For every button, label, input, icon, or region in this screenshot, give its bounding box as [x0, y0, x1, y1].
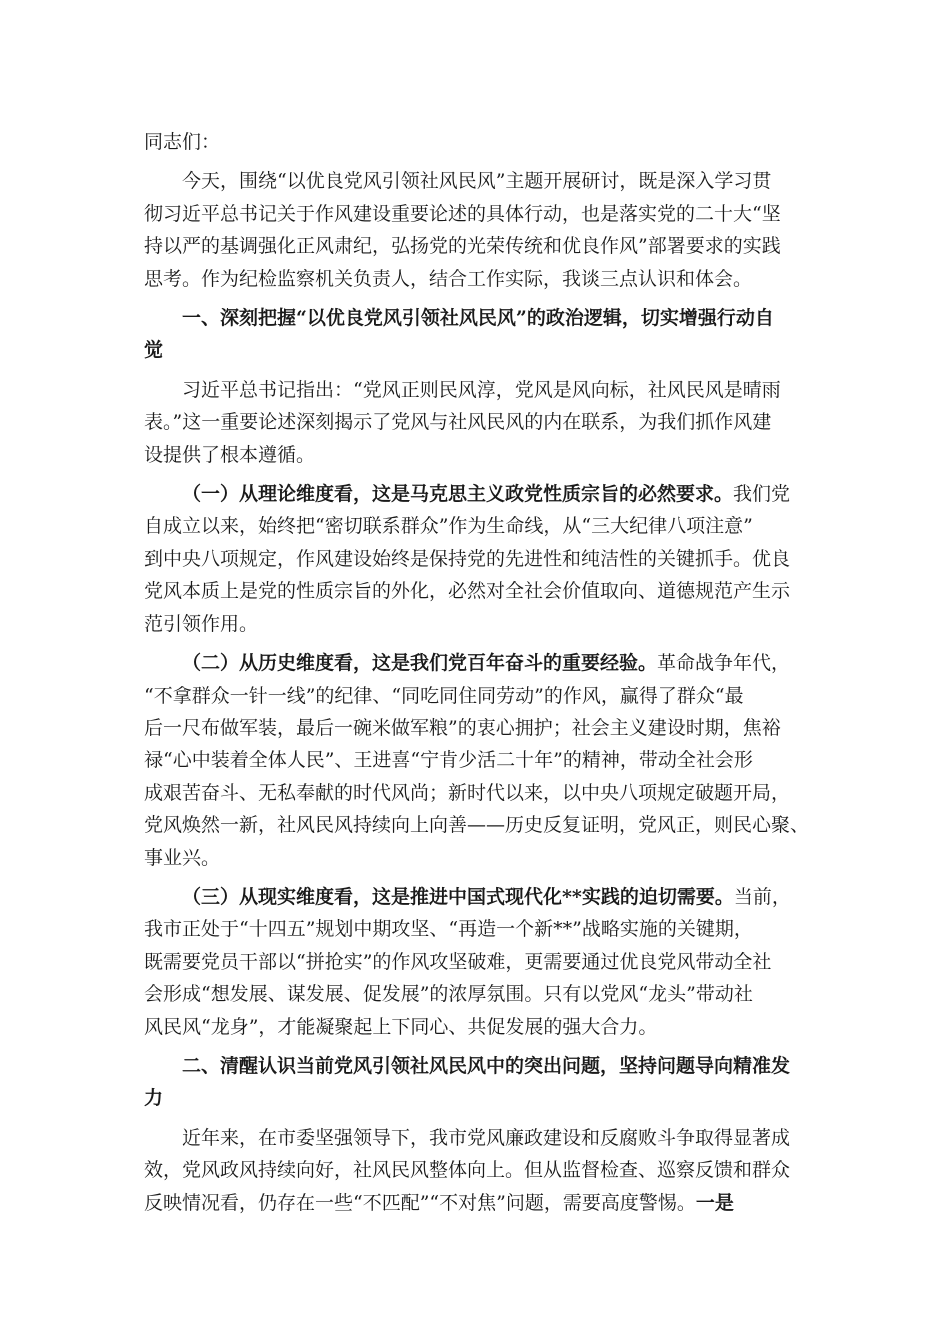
subsection-3-lead: （三）从现实维度看，这是推进中国式现代化**实践的迫切需要。	[182, 885, 734, 908]
document-body	[144, 126, 834, 1226]
quote-paragraph: 习近平总书记指出：“党风正则民风淳，党风是风向标，社风民风是晴雨 表。”这一重要论述深刻揭示了党风与社风民风的内在联系，为我们抓作风建 设提供了根本遵循。	[144, 378, 781, 466]
final-bold-marker: 一是	[695, 1191, 734, 1214]
final-paragraph: 近年来，在市委坚强领导下，我市党风廉政建设和反腐败斗争取得显著成 效，党风政风持续向好，社风民风整体向上。但从监督检查、巡察反馈和群众 反映情况看，仍存在一些“不匹配”“不对焦”问题，需要高度警惕。一是	[144, 1126, 791, 1214]
subsection-3-paragraph: （三）从现实维度看，这是推进中国式现代化**实践的迫切需要。当前， 我市正处于“十四五”规划中期攻坚、“再造一个新**”战略实施的关键期， 既需要党员干部以“拼抢实”的作风攻坚破难，更需要通过优良党风带动全社 会形成“想发展、谋发展、促发展”的浓厚氛围。只有以党风“龙头”带动社 风民风“龙身”，才能凝聚起上下同心、共促发展的强大合力。	[144, 885, 791, 1038]
subsection-1-lead: （一）从理论维度看，这是马克思主义政党性质宗旨的必然要求。	[182, 483, 734, 506]
section-heading-2: 二、清醒认识当前党风引领社风民风中的突出问题，坚持问题导向精准发 力	[144, 1054, 791, 1110]
section-heading-1: 一、深刻把握“以优良党风引领社风民风”的政治逻辑，切实增强行动自 觉	[144, 307, 774, 362]
greeting: 同志们：	[144, 131, 221, 153]
intro-paragraph: 今天，围绕“以优良党风引领社风民风”主题开展研讨，既是深入学习贯 彻习近平总书记关于作风建设重要论述的具体行动，也是落实党的二十大“坚 持以严的基调强化正风肃纪，弘扬党的光荣传统和优良作风”部署要求的实践 思考。作为纪检监察机关负责人，结合工作实际，我谈三点认识和体会。	[144, 170, 781, 290]
subsection-2-paragraph: （二）从历史维度看，这是我们党百年奋斗的重要经验。革命战争年代， “不拿群众一针一线”的纪律、“同吃同住同劳动”的作风，赢得了群众“最 后一尺布做军装，最后一碗米做军粮”的衷心拥护；社会主义建设时期，焦裕 禄“心中装着全体人民”、王进喜“宁肯少活二十年”的精神，带动全社会形 成艰苦奋斗、无私奉献的时代风尚；新时代以来，以中央八项规定破题开局， 党风焕然一新，社风民风持续向上向善——历史反复证明，党风正，则民心聚、 事业兴。	[144, 652, 810, 869]
subsection-2-lead: （二）从历史维度看，这是我们党百年奋斗的重要经验。	[182, 652, 658, 675]
subsection-1-paragraph: （一）从理论维度看，这是马克思主义政党性质宗旨的必然要求。我们党 自成立以来，始终把“密切联系群众”作为生命线，从“三大纪律八项注意” 到中央八项规定，作风建设始终是保持党的先进性和纯洁性的关键抓手。优良 党风本质上是党的性质宗旨的外化，必然对全社会价值取向、道德规范产生示 范引领作用。	[144, 483, 791, 635]
